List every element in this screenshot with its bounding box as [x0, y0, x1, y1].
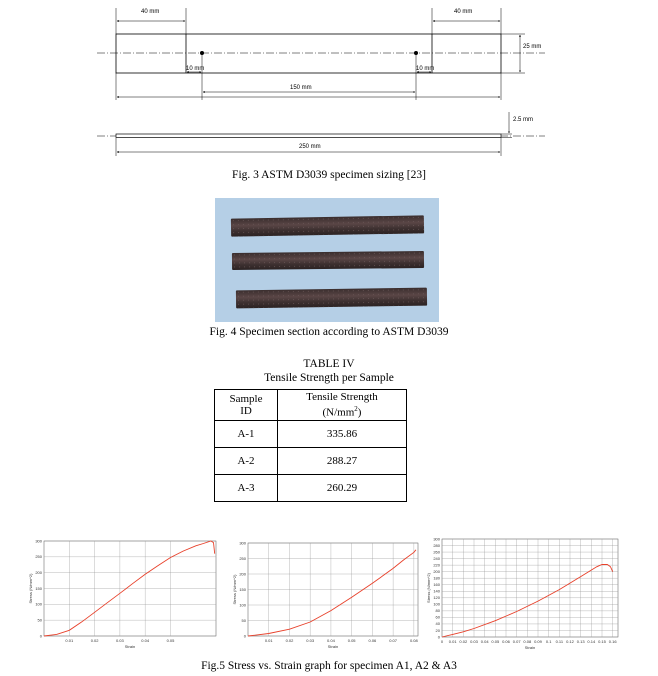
row-value: 260.29: [278, 475, 407, 502]
x-tick-label: 0.06: [502, 639, 510, 644]
y-tick-label: 250: [35, 554, 42, 560]
y-tick-label: 50: [37, 617, 42, 623]
x-axis-label: Strain: [124, 644, 136, 649]
x-tick-label: 0.07: [389, 638, 398, 643]
specimen-photo: [215, 198, 439, 322]
y-tick-label: 0: [243, 633, 246, 639]
dim-marker-right: 10 mm: [416, 66, 435, 72]
y-tick-label: 200: [239, 571, 246, 577]
y-tick-label: 150: [239, 586, 246, 592]
stress-strain-graph-a2: [228, 537, 424, 655]
x-tick-label: 0: [440, 639, 444, 644]
x-tick-label: 0.09: [534, 639, 542, 644]
x-tick-label: 0.16: [608, 639, 617, 644]
y-tick-label: 120: [433, 595, 440, 601]
x-tick-label: 0.02: [459, 639, 468, 644]
table-row: [215, 421, 407, 448]
x-tick-label: 0.04: [480, 639, 489, 644]
x-tick-label: 0.01: [65, 638, 74, 643]
x-tick-label: 0.12: [566, 639, 574, 644]
dim-gauge: 150 mm: [290, 85, 312, 91]
stress-strain-graph-a1: [24, 535, 220, 655]
y-tick-label: 140: [433, 588, 440, 594]
y-tick-label: 20: [435, 627, 440, 633]
y-tick-label: 0: [437, 634, 440, 640]
x-axis-label: Strain: [524, 645, 536, 650]
y-axis-label: Stress (N/mm^2): [232, 574, 237, 605]
y-tick-label: 60: [435, 614, 440, 620]
x-axis-label: Strain: [327, 644, 339, 649]
x-tick-label: 0.14: [587, 639, 596, 644]
table-title: TABLE IV: [303, 358, 355, 370]
tensile-strength-table: [214, 389, 407, 502]
row-value: 335.86: [278, 421, 407, 448]
y-tick-label: 300: [433, 536, 440, 542]
y-tick-label: 150: [35, 585, 42, 591]
y-tick-label: 250: [239, 555, 246, 561]
y-tick-label: 280: [433, 542, 440, 548]
x-tick-label: 0.06: [368, 638, 377, 643]
y-tick-label: 260: [433, 549, 440, 555]
y-axis-label: Stress (N/mm^2): [426, 573, 431, 603]
x-tick-label: 0.05: [347, 638, 356, 643]
specimen-strip-1: [231, 215, 424, 236]
x-tick-label: 0.11: [555, 639, 564, 644]
row-value: 288.27: [278, 448, 407, 475]
x-tick-label: 0.01: [448, 639, 457, 644]
y-tick-label: 100: [35, 601, 42, 607]
y-tick-label: 40: [435, 621, 440, 627]
y-tick-label: 200: [35, 569, 42, 575]
x-tick-label: 0.08: [523, 639, 532, 644]
x-tick-label: 0.07: [512, 639, 521, 644]
x-tick-label: 0.05: [491, 639, 500, 644]
row-id: A-1: [215, 421, 278, 448]
fig5-caption: Fig.5 Stress vs. Strain graph for specimen A1, A2 & A3: [201, 660, 457, 672]
y-tick-label: 80: [435, 608, 440, 614]
x-tick-label: 0.02: [285, 638, 294, 643]
x-tick-label: 0.03: [470, 639, 478, 644]
table-row: [215, 475, 407, 502]
stress-strain-graph-a3: [424, 535, 620, 655]
y-tick-label: 300: [239, 540, 246, 546]
y-axis-label: Stress (N/mm^2): [28, 573, 33, 604]
x-tick-label: 0.05: [166, 638, 175, 643]
dim-marker-left: 10 mm: [186, 66, 205, 72]
x-tick-label: 0.03: [115, 638, 124, 643]
y-tick-label: 240: [433, 555, 440, 561]
y-tick-label: 160: [433, 582, 440, 588]
table-row: [215, 448, 407, 475]
dim-thickness: 2.5 mm: [513, 117, 534, 123]
dim-total: 250 mm: [299, 144, 321, 150]
dim-tab-right: 40 mm: [454, 9, 473, 15]
fig3-caption: Fig. 3 ASTM D3039 specimen sizing [23]: [232, 169, 426, 181]
specimen-strip-3: [236, 288, 427, 309]
specimen-drawing: [0, 0, 658, 170]
fig4-caption: Fig. 4 Specimen section according to ASTM D3039: [209, 326, 449, 338]
plot-area: [442, 539, 618, 637]
dim-width: 25 mm: [523, 44, 542, 50]
x-tick-label: 0.13: [576, 639, 585, 644]
y-tick-label: 200: [433, 568, 440, 574]
y-tick-label: 50: [241, 617, 246, 623]
table-subtitle: Tensile Strength per Sample: [264, 372, 394, 384]
x-tick-label: 0.1: [545, 639, 552, 644]
x-tick-label: 0.02: [90, 638, 99, 643]
x-tick-label: 0.04: [141, 638, 150, 643]
specimen-top-view: [116, 34, 501, 73]
x-tick-label: 0.15: [598, 639, 606, 644]
y-tick-label: 100: [239, 602, 246, 608]
specimen-strip-2: [232, 251, 424, 270]
y-tick-label: 300: [35, 538, 42, 544]
x-tick-label: 0.08: [409, 638, 418, 643]
x-tick-label: 0.03: [306, 638, 315, 643]
header-tensile-strength: Tensile Strength $(N/mm^2)$: [278, 390, 407, 421]
row-id: A-2: [215, 448, 278, 475]
x-tick-label: 0.04: [327, 638, 335, 643]
header-sample-id: Sample ID: [215, 390, 278, 421]
row-id: A-3: [215, 475, 278, 502]
x-tick-label: 0.01: [264, 638, 273, 643]
y-tick-label: 180: [433, 575, 440, 581]
dim-tab-left: 40 mm: [141, 9, 160, 15]
y-tick-label: 100: [433, 601, 440, 607]
y-tick-label: 220: [433, 562, 440, 568]
y-tick-label: 0: [39, 633, 42, 639]
specimen-side-view: [116, 134, 501, 138]
